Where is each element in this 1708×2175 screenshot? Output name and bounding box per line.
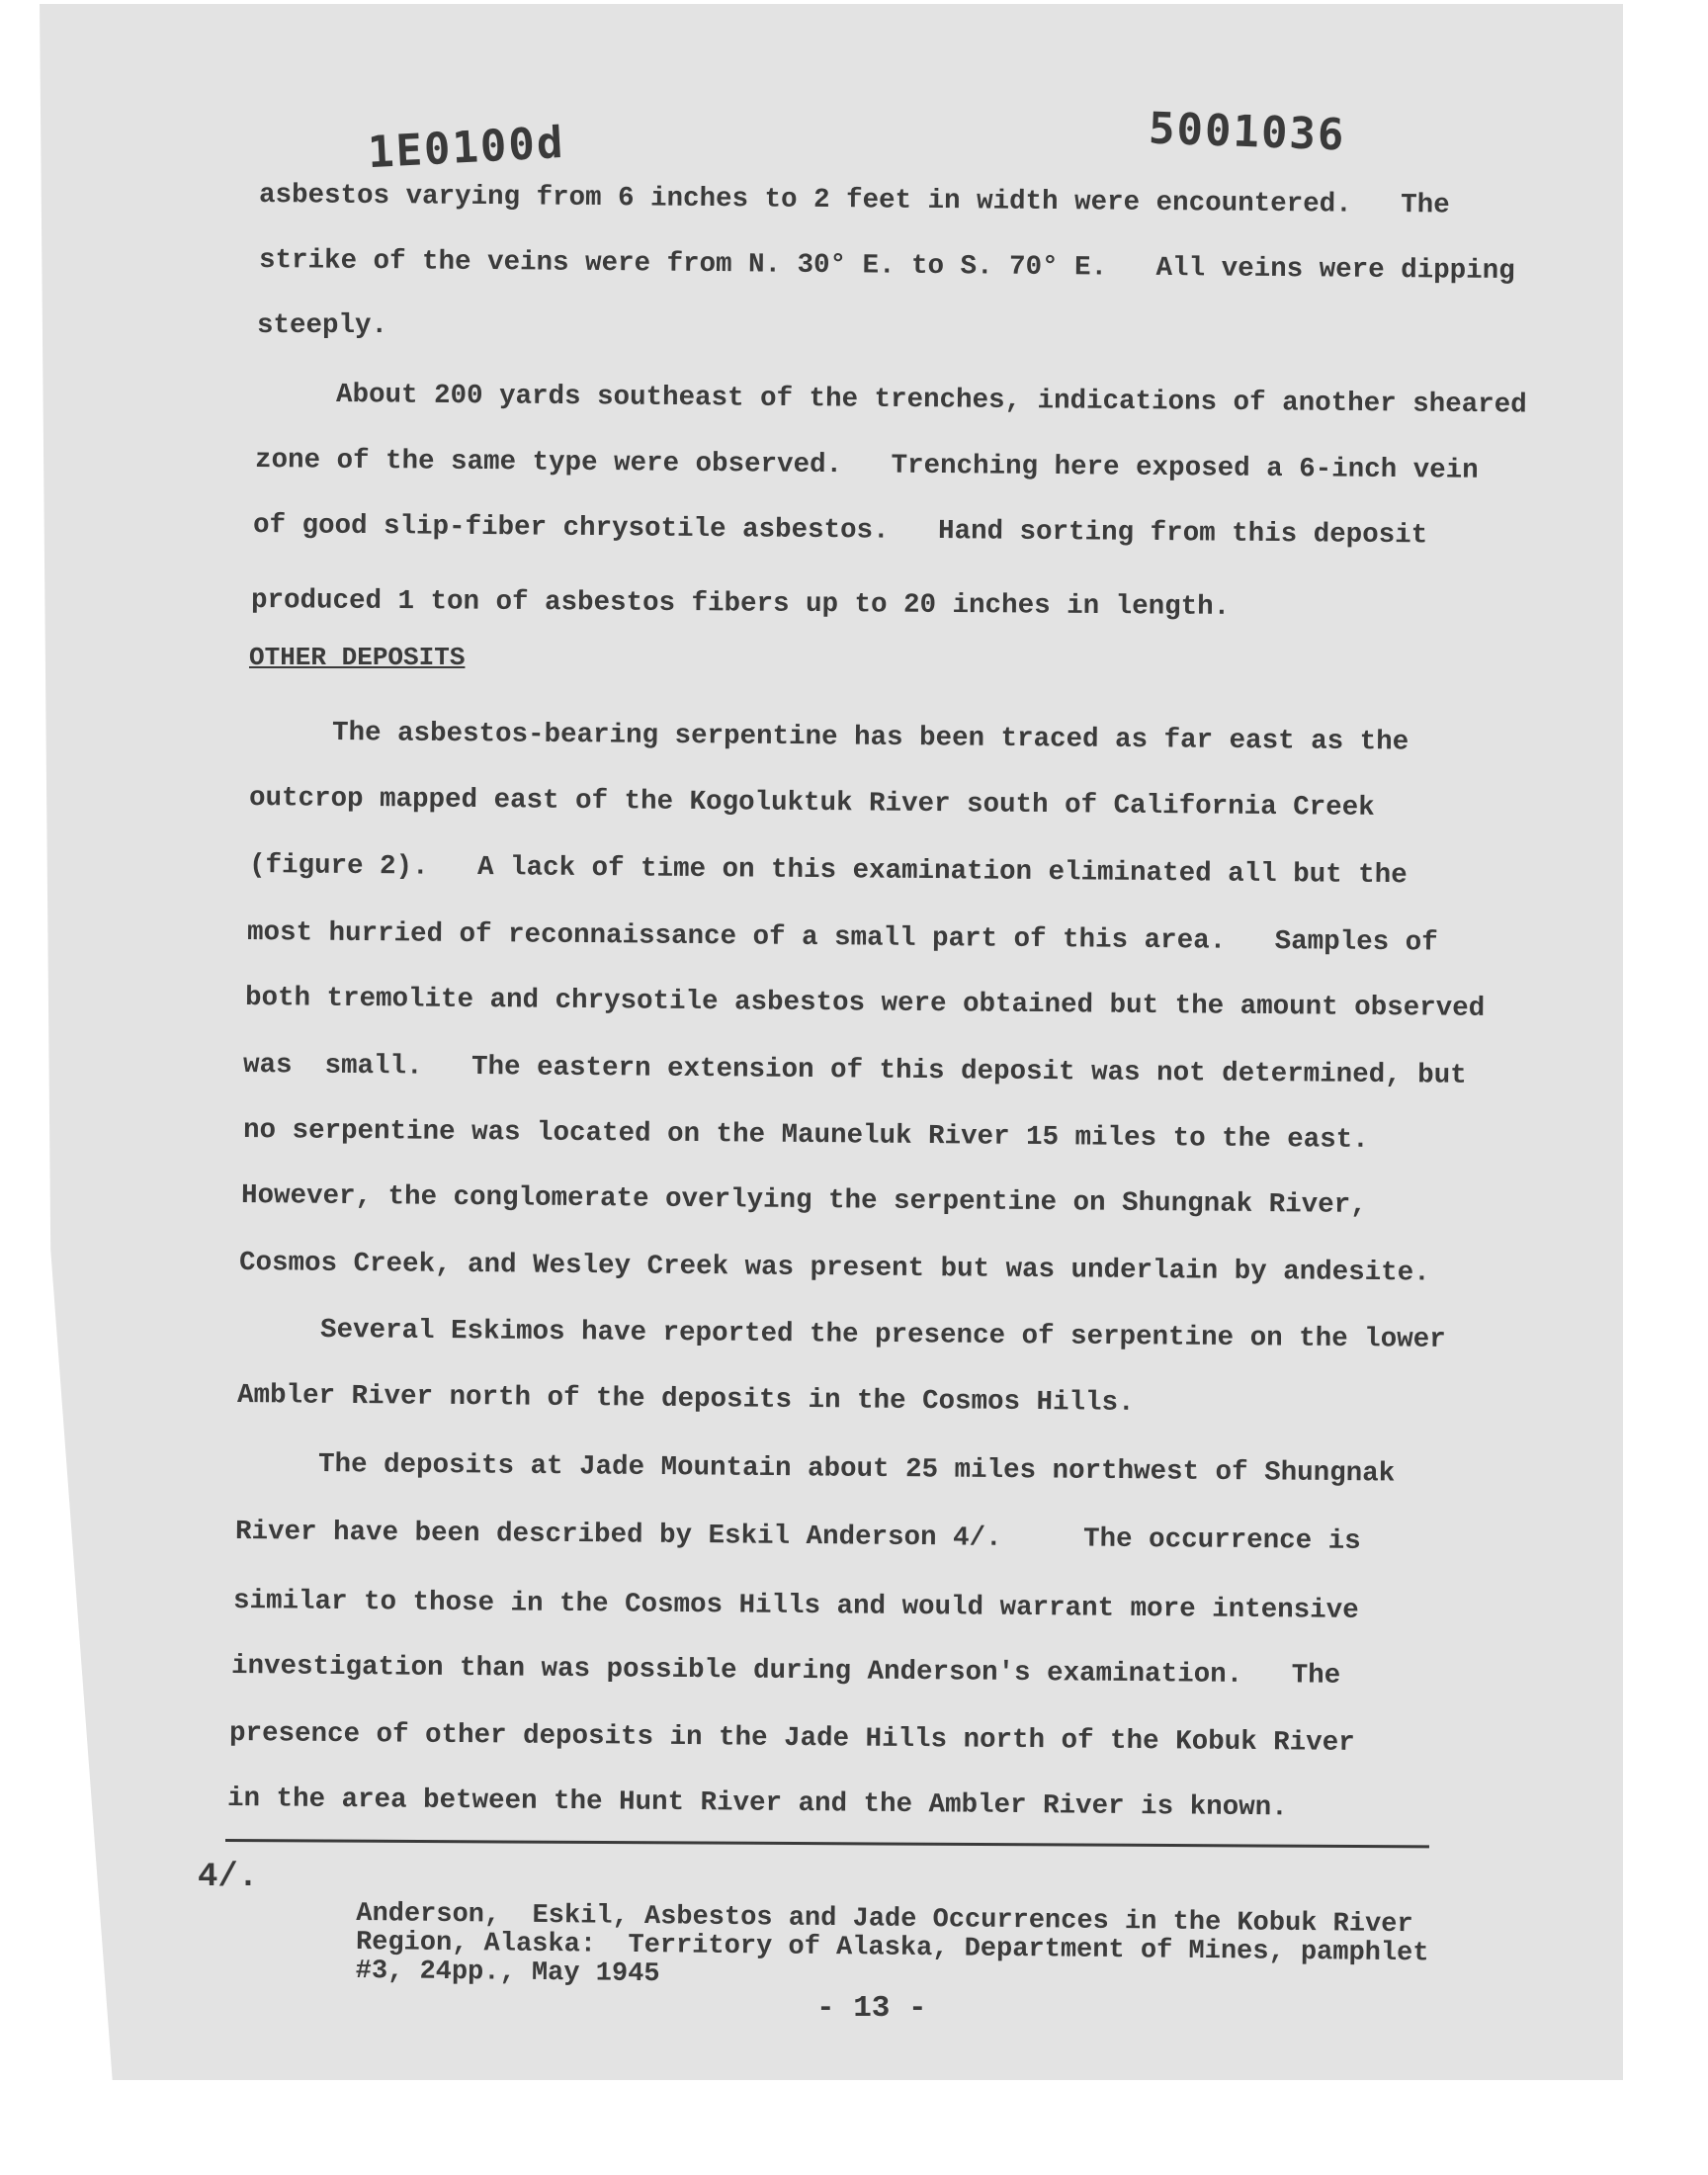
- body-line: Cosmos Creek, and Wesley Creek was present but was underlain by andesite.: [238, 1248, 1430, 1289]
- page-number: - 13 -: [816, 1991, 927, 2026]
- body-line: zone of the same type were observed. Trenching here exposed a 6-inch vein: [254, 445, 1479, 486]
- body-line: in the area between the Hunt River and the Ambler River is known.: [226, 1784, 1288, 1824]
- body-line: similar to those in the Cosmos Hills and would warrant more intensive: [232, 1586, 1359, 1626]
- body-line: asbestos varying from 6 inches to 2 feet in width were encountered. The: [258, 180, 1450, 221]
- body-line: Ambler River north of the deposits in the Cosmos Hills.: [236, 1380, 1135, 1419]
- body-line: produced 1 ton of asbestos fibers up to 20 inches in length.: [250, 585, 1231, 623]
- body-line: most hurried of reconnaissance of a small part of this area. Samples of: [246, 917, 1438, 959]
- body-line: However, the conglomerate overlying the serpentine on Shungnak River,: [240, 1180, 1367, 1221]
- body-line: presence of other deposits in the Jade Hills north of the Kobuk River: [228, 1718, 1355, 1759]
- body-line: of good slip-fiber chrysotile asbestos. Hand sorting from this deposit: [252, 510, 1428, 552]
- body-line: Several Eskimos have reported the presence of serpentine on the lower: [319, 1315, 1446, 1355]
- body-line: River have been described by Eskil Anderson 4/. The occurrence is: [234, 1517, 1361, 1557]
- body-line: steeply.: [257, 310, 388, 341]
- footnote-citation: Anderson, Eskil, Asbestos and Jade Occurrences in the Kobuk River Region, Alaska: Territory of Alaska, Department of Mines, pamphlet #3, 24pp., May 1945: [355, 1899, 1429, 1990]
- body-line: (figure 2). A lack of time on this examination eliminated all but the: [248, 850, 1408, 892]
- body-line: both tremolite and chrysotile asbestos were obtained but the amount observed: [244, 983, 1486, 1024]
- body-line: was small. The eastern extension of this deposit was not determined, but: [242, 1050, 1467, 1091]
- body-line: The asbestos-bearing serpentine has been traced as far east as the: [331, 718, 1409, 758]
- section-heading: OTHER DEPOSITS: [249, 643, 466, 672]
- body-line: outcrop mapped east of the Kogoluktuk River south of California Creek: [248, 783, 1375, 824]
- document-id-stamp-right: 5001036: [1148, 103, 1347, 161]
- body-line: About 200 yards southeast of the trenches, indications of another sheared: [335, 380, 1527, 421]
- body-line: The deposits at Jade Mountain about 25 miles northwest of Shungnak: [317, 1449, 1396, 1490]
- body-line: no serpentine was located on the Mauneluk River 15 miles to the east.: [242, 1115, 1369, 1156]
- body-line: investigation than was possible during Anderson's examination. The: [230, 1651, 1341, 1692]
- document-id-stamp-left: 1E0100d: [366, 117, 566, 179]
- body-line: strike of the veins were from N. 30° E. to S. 70° E. All veins were dipping: [258, 245, 1515, 288]
- footnote-marker: 4/.: [198, 1859, 259, 1896]
